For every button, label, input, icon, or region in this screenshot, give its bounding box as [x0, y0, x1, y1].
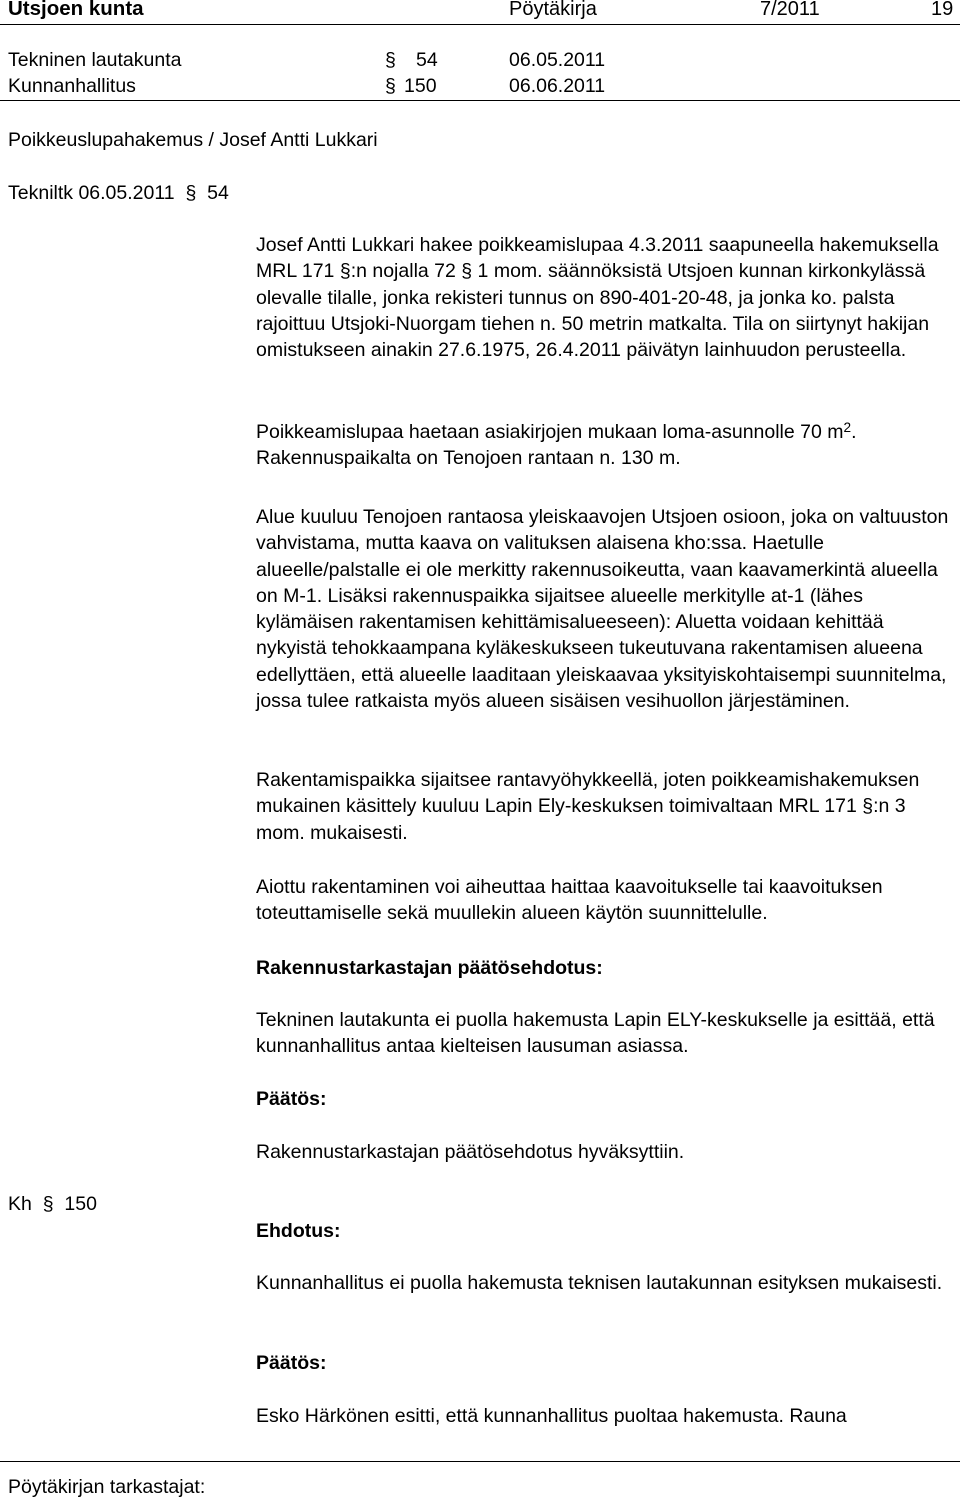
- text-run: Josef Antti Lukkari hakee poikkeamislupaa 4.3.2011 saapuneella hakemuksella MRL 171: [256, 234, 939, 283]
- reference-prefix: Tekniltk 06.05.2011: [8, 182, 175, 204]
- section-mark-2: §: [385, 75, 396, 97]
- paragraph-decision-2: Esko Härkönen esitti, että kunnanhallitus puoltaa hakemusta. Rauna: [256, 1405, 847, 1427]
- footer-rule: [0, 1461, 960, 1462]
- section-mark-1: §: [385, 49, 396, 71]
- heading-proposal: Ehdotus:: [256, 1220, 341, 1242]
- reference-number: 54: [207, 182, 229, 204]
- paragraph-size: [256, 419, 956, 472]
- text-run: :n 3 mom. mukaisesti.: [256, 795, 906, 844]
- reference-number: 150: [64, 1193, 97, 1215]
- reference-kh: [8, 1191, 97, 1217]
- document-number: 7/2011: [760, 0, 820, 20]
- paragraph-board-proposal: Kunnanhallitus ei puolla hakemusta teknisen lautakunnan esityksen mukaisesti.: [256, 1272, 943, 1294]
- paragraph-proposal: Tekninen lautakunta ei puolla hakemusta Lapin ELY-keskukselle ja esittää, että kunnanhallitus antaa kielteisen lausuman asiassa.: [256, 1009, 935, 1058]
- document-type: Pöytäkirja: [509, 0, 597, 20]
- agenda-rule: [0, 100, 960, 101]
- paragraph-shore-zone: [256, 767, 956, 846]
- heading-decision-2: Päätös:: [256, 1352, 327, 1374]
- agenda-body-1: Tekninen lautakunta: [8, 49, 182, 71]
- paragraph-zoning: Alue kuuluu Tenojoen rantaosa yleiskaavojen Utsjoen osioon, joka on valtuuston vahvistama, mutta kaava on valituksen alaisena kho:ssa. Haetulle alueelle/palstalle ei ole merkitty rakennusoikeutta, vaan kaavamerkintä alueella on M-1. Lisäksi rakennuspaikka sijaitsee alueelle merkitylle at-1 (lähes kylämäisen rakentamisen kehittämisalueeseen): Aluetta voidaan kehittää nykyistä tehokkaampana kyläkeskukseen tukeutuvana rakentamisen alueena edellyttäen, että alueelle laaditaan yleiskaavaa yksityiskohtaisempi suunnitelma, jossa tulee ratkaista myös alueen sisäisen vesihuollon järjestäminen.: [256, 506, 949, 713]
- section-mark: §: [185, 182, 197, 204]
- text-run: Rakentamispaikka sijaitsee rantavyöhykkeellä, joten poikkeamishakemuksen mukainen käsittely kuuluu Lapin Ely-keskuksen toimivaltaan MRL 171: [256, 769, 920, 818]
- item-title: Poikkeuslupahakemus / Josef Antti Lukkari: [8, 129, 378, 151]
- agenda-number-1: 54: [416, 49, 438, 71]
- text-run: Poikkeamislupaa haetaan asiakirjojen mukaan loma-asunnolle 70 m: [256, 421, 844, 443]
- page-number: 19: [931, 0, 954, 20]
- agenda-date-1: 06.05.2011: [509, 49, 606, 71]
- section-mark: §: [461, 260, 473, 283]
- paragraph-application: [256, 232, 956, 363]
- agenda-date-2: 06.06.2011: [509, 75, 606, 97]
- section-mark: §: [862, 795, 874, 818]
- heading-proposal-inspector: Rakennustarkastajan päätösehdotus:: [256, 957, 603, 979]
- paragraph-impact: Aiottu rakentaminen voi aiheuttaa haittaa kaavoitukselle tai kaavoituksen toteuttamiselle sekä muullekin alueen käytön suunnittelulle.: [256, 876, 883, 925]
- header-rule: [0, 24, 960, 25]
- agenda-body-2: Kunnanhallitus: [8, 75, 136, 97]
- reference-prefix: Kh: [8, 1193, 32, 1215]
- page-header: [0, 0, 960, 24]
- minutes-checkers-label: Pöytäkirjan tarkastajat:: [8, 1476, 206, 1498]
- text-run: . Rakennuspaikalta on Tenojoen rantaan n. 130 m.: [256, 421, 857, 470]
- organization-name: Utsjoen kunta: [8, 0, 144, 20]
- heading-decision-1: Päätös:: [256, 1088, 327, 1110]
- section-mark: §: [42, 1193, 54, 1215]
- paragraph-decision-1: Rakennustarkastajan päätösehdotus hyväksyttiin.: [256, 1141, 685, 1163]
- agenda-number-2: 150: [404, 75, 437, 97]
- superscript: 2: [843, 419, 852, 435]
- text-run: :n nojalla 72: [350, 260, 462, 283]
- section-mark: §: [339, 260, 351, 283]
- reference-tekniltk: [8, 180, 229, 206]
- text-run: 1 mom. säännöksistä Utsjoen kunnan kirkonkylässä olevalle tilalle, jonka rekisteri tunnus on 890-401-20-48, ja jonka ko. palsta rajoittuu Utsjoki-Nuorgam tiehen n. 50 metrin matkalta. Tila on siirtynyt hakijan omistukseen ainakin 27.6.1975, 26.4.2011 päivätyn lainhuudon perusteella.: [256, 260, 930, 362]
